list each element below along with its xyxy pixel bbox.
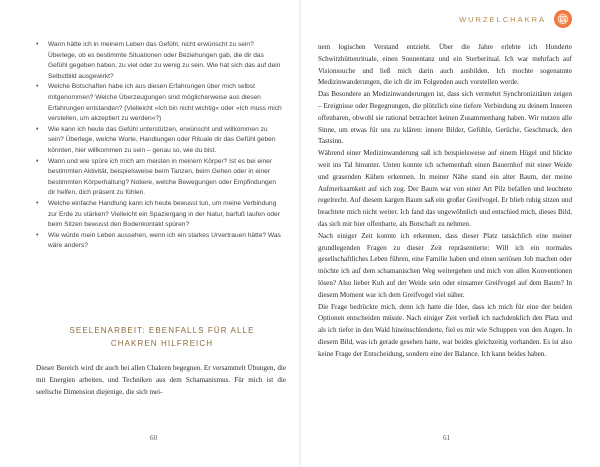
paragraph: Nach einiger Zeit konnte ich erkennen, dass dieser Platz tatsächlich eine meiner grundlegenden Fragen zu dieser Zeit repräsentierte: Will ich ein normales gesellschaftliches Leben führen, eine Familie haben und einen seriösen Job machen oder möchte ich auf dem schamanischen Weg weitergehen und mich von allen Konventionen lösen? Also lieber Kuh auf der Weide sein oder einsamer Greifvogel auf dem Baum? In diesem Moment war ich dem Greifvogel viel näher. (318, 231, 572, 299)
paragraph: Dieser Bereich wird dir auch bei allen Chakren begegnen. Er versammelt Übungen, die mit Energien arbeiten, und Techniken aus dem Schamanismus. Für mich ist die seelische Dimension diejenige, die sich mei- (36, 364, 286, 396)
paragraph: Das Besondere an Medizinwanderungen ist, dass sich vermehrt Synchronizitäten zeigen – Ereignisse oder Begegnungen, die plötzlich eine tiefere Verbindung zu deinem Inneren offenbaren, obwohl sie rational betrachtet keinen Zusammenhang haben. Wir nutzen alle Sinne, um etwas für uns zu klären: innere Bilder, Gefühle, Gerüche, Geschmack, den Tastsinn. (318, 90, 572, 146)
question-text: Wie würde mein Leben aussehen, wenn ich ein starkes Urvertrauen hätte? Was wäre anders? (48, 231, 281, 250)
bullet-icon: • (36, 41, 39, 48)
paragraph: Während einer Medizinwanderung saß ich beispielsweise auf einem Hügel und blickte weit ins Tal hinunter. Unten konnte ich schemenhaft einen Bauernhof mit einer Weide und grasenden Kühen erkennen. In meiner Nähe stand ein alter Baum, der meine Aufmerksamkeit auf sich zog. Der Baum war von einer Art Pilz befallen und leuchtete regelrecht. Auf diesem kargen Baum saß ein großer Greifvogel. Er blieb ruhig sitzen und beachtete mich nicht weiter. Ich fand das ungewöhnlich und entschied mich, dieses Bild, das sich mir hier offenbarte, als Botschaft zu nehmen. (318, 149, 572, 228)
bullet-icon: • (36, 157, 39, 165)
list-item (36, 157, 284, 199)
question-text: Welche Botschaften habe ich aus diesen Erfahrungen über mich selbst mitgenommen? Welche Überzeugungen sind möglicherweise aus diesen Erfahrungen entstanden? (Vielleicht »Ich bin nicht wichtig« oder »Ich muss mich verstellen, um akzeptiert zu werden«?) (48, 83, 282, 123)
root-chakra-icon (554, 10, 572, 28)
section-heading-line-2: CHAKREN HILFREICH (110, 339, 214, 348)
paragraph: Die Frage bedrückte mich, denn ich hatte die Idee, dass ich mich für eine der beiden Optionen entscheiden müsste. Nach einiger Zeit verließ ich nachdenklich den Platz und als ich tiefer in den Wald hineinschlenderte, fiel es mir wie Schuppen von den Augen. In diesem Bild, was ich gerade gesehen hatte, war beides gleichzeitig vorhanden. Es ist also keine Frage der Entscheidung, sondern eine der Balance. Ich kann beides haben. (318, 302, 572, 358)
section-heading (62, 324, 262, 350)
question-text: Wie kann ich heute das Gefühl unterstützen, erwünscht und willkommen zu sein? Überlege, welche Worte, Handlungen oder Rituale dir das Gefühl geben könnten, hier willkommen zu sein – genau so, wie du bist. (48, 125, 276, 154)
right-body-text (318, 42, 572, 361)
bullet-icon: • (36, 83, 39, 91)
reflection-question-list (36, 40, 284, 252)
page-number-left: 60 (150, 434, 158, 442)
book-gutter (299, 0, 301, 467)
paragraph: nem logischen Verstand entzieht. Über die Jahre erlebte ich Hunderte Schwitzhüttenrituale, einen Sonnentanz und ein Sterberitual. Ich war mehrfach auf Visionssuche und ließ mich darin auch ausbilden. Ich mochte sogenannte Medizinwanderungen, die ich dir im Folgenden auch vorstellen werde. (318, 43, 572, 87)
list-item (36, 125, 284, 157)
list-item (36, 199, 284, 231)
list-item (36, 231, 284, 252)
bullet-icon: • (36, 199, 39, 207)
question-text: Wann und wie spüre ich mich am meisten in meinem Körper? Ist es bei einer bestimmten Aktivität, beispielsweise beim Tanzen, beim Gehen oder in einer bestimmten Körperhaltung? Notiere, welche Bewegungen oder Empfindungen dir helfen, dich präsent zu fühlen. (48, 157, 276, 197)
section-heading-line-1: SEELENARBEIT: EBENFALLS FÜR ALLE (69, 326, 255, 335)
list-item (36, 82, 284, 124)
list-item (36, 40, 284, 82)
question-text: Wann hätte ich in meinem Leben das Gefühl, nicht erwünscht zu sein? Überlege, ob es bestimmte Situationen oder Beziehungen gab, die dir das Gefühl gegeben haben, zu viel oder zu wenig zu sein. Wie hat sich das auf dein Selbstbild ausgewirkt? (48, 41, 281, 80)
bullet-icon: • (36, 125, 39, 133)
chapter-title: WURZELCHAKRA (459, 14, 546, 24)
page-number-right: 61 (443, 434, 451, 442)
question-text: Welche einfache Handlung kann ich heute bewusst tun, um meine Verbindung zur Erde zu stärken? Vielleicht ein Spaziergang in der Natur, barfuß laufen oder beim Sitzen bewusst den Bodenkontakt spüren? (48, 199, 280, 229)
left-body-text (36, 362, 286, 398)
bullet-icon: • (36, 231, 39, 239)
chapter-header (459, 10, 572, 28)
